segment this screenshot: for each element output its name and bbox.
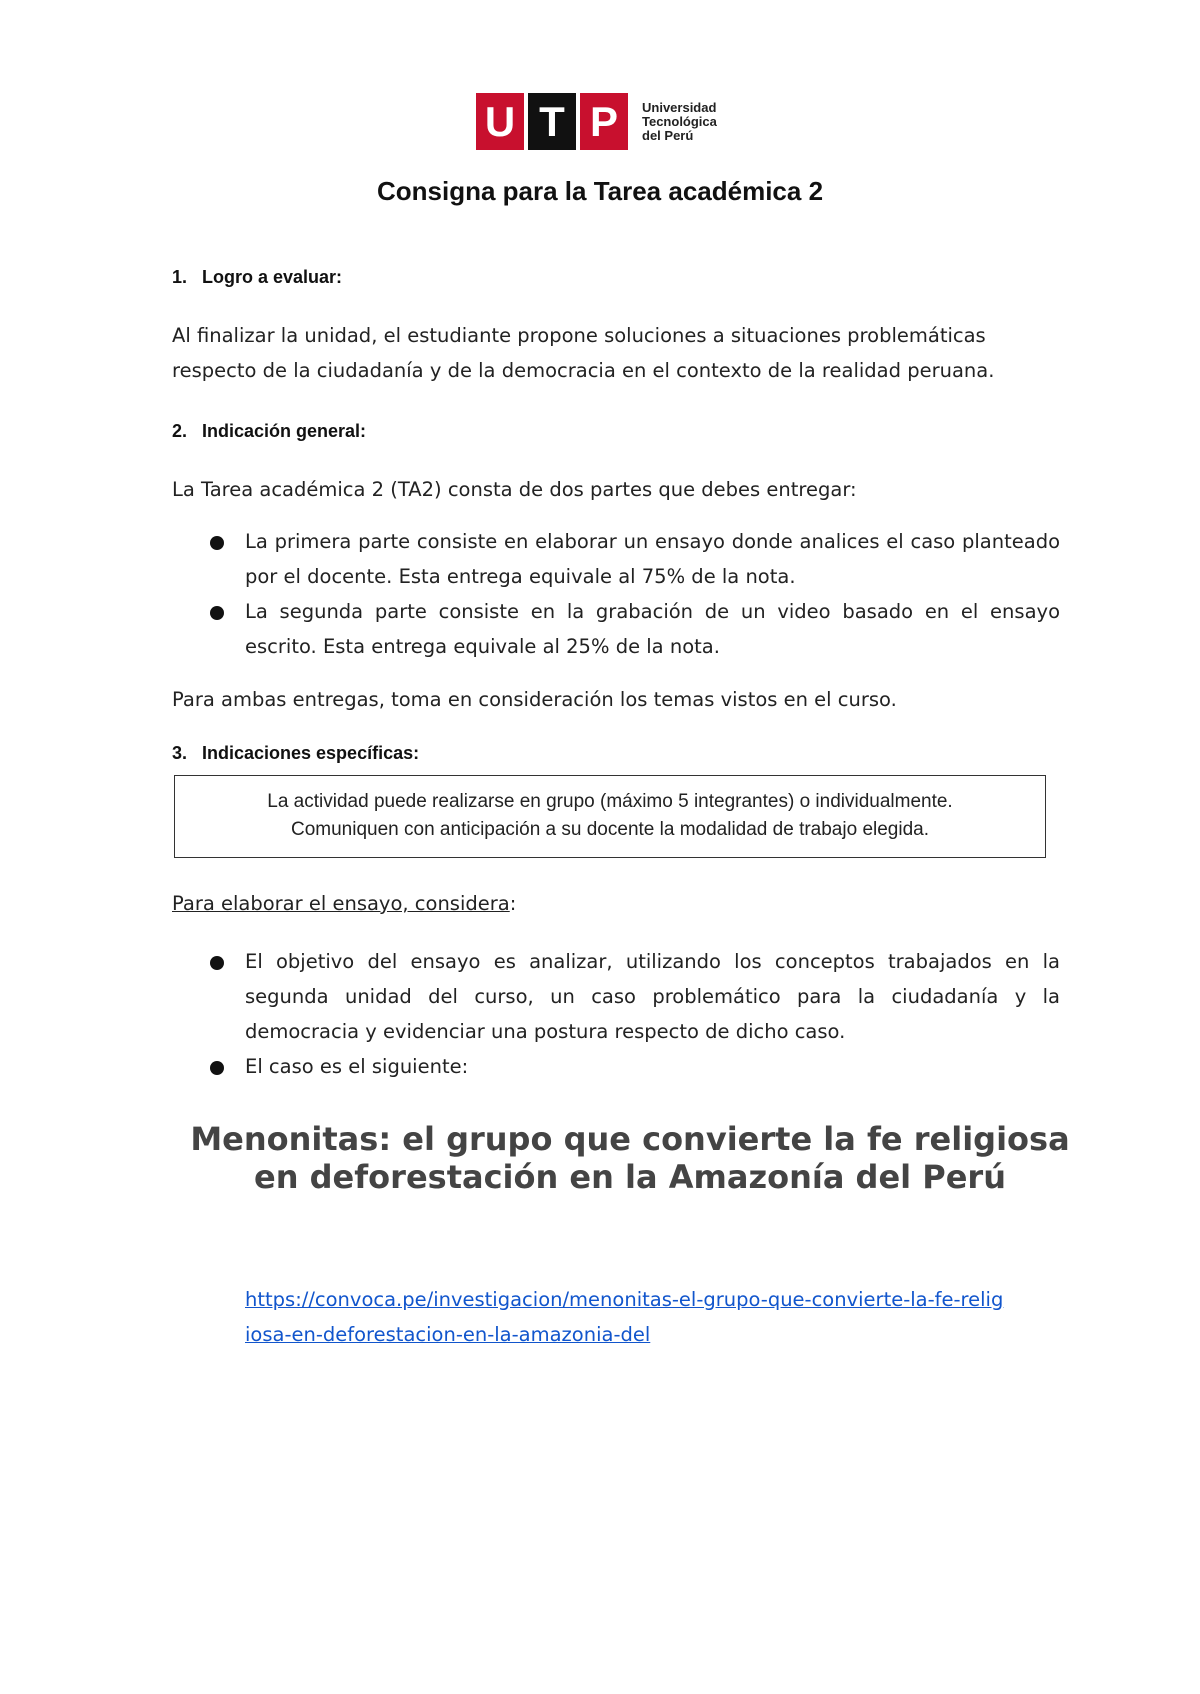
- note-line-1: La actividad puede realizarse en grupo (máximo 5 integrantes) o individualmente.: [267, 791, 953, 812]
- section-2-heading: [172, 421, 366, 442]
- bullet-icon: [210, 956, 224, 970]
- list-item: [210, 944, 1060, 1049]
- logo-line-3: del Perú: [642, 127, 694, 143]
- logo-line-2: Tecnológica: [642, 113, 717, 129]
- bullet-text: La primera parte consiste en elaborar un ensayo donde analices el caso planteado por el docente. Esta entrega equivale al 75% de la nota.: [245, 530, 1060, 588]
- logo-letter-t: T: [528, 93, 576, 150]
- bullet-icon: [210, 1061, 224, 1075]
- section-1-heading: [172, 267, 342, 288]
- section-3-number: 3.: [172, 743, 188, 763]
- logo-wordmark: [642, 101, 717, 143]
- essay-label-suffix: :: [509, 892, 517, 915]
- section-2-intro: La Tarea académica 2 (TA2) consta de dos partes que debes entregar:: [172, 478, 857, 501]
- section-2-closing: Para ambas entregas, toma en consideración los temas vistos en el curso.: [172, 688, 897, 711]
- bullet-text: La segunda parte consiste en la grabación de un video basado en el ensayo escrito. Esta entrega equivale al 25% de la nota.: [245, 600, 1060, 658]
- logo-letter-p: P: [580, 93, 628, 150]
- essay-label: [172, 886, 1052, 921]
- logo-letter-u: U: [476, 93, 524, 150]
- section-2-title: Indicación general:: [202, 421, 367, 441]
- utp-logo: [476, 93, 717, 150]
- section-3-heading: [172, 743, 419, 764]
- section-1-text: Al finalizar la unidad, el estudiante propone soluciones a situaciones problemáticas respecto de la ciudadanía y de la democracia en el contexto de la realidad peruana.: [172, 324, 995, 382]
- logo-line-1: Universidad: [642, 99, 717, 115]
- list-item: [210, 1049, 1060, 1084]
- note-line-2: Comuniquen con anticipación a su docente la modalidad de trabajo elegida.: [291, 819, 929, 840]
- list-item: [210, 594, 1060, 664]
- section-1-number: 1.: [172, 267, 188, 287]
- case-link[interactable]: https://convoca.pe/investigacion/menonitas-el-grupo-que-convierte-la-fe-religiosa-en-deforestacion-en-la-amazonia-del: [245, 1288, 1004, 1346]
- bullet-text: El caso es el siguiente:: [245, 1055, 469, 1078]
- activity-note-box: [174, 775, 1046, 858]
- bullet-icon: [210, 606, 224, 620]
- bullet-text: El objetivo del ensayo es analizar, utilizando los conceptos trabajados en la segunda unidad del curso, un caso problemático para la ciudadanía y la democracia y evidenciar una postura respecto de dicho caso.: [245, 950, 1060, 1043]
- essay-label-text: Para elaborar el ensayo, considera: [172, 892, 510, 915]
- section-2-number: 2.: [172, 421, 188, 441]
- case-title: Menonitas: el grupo que convierte la fe religiosa en deforestación en la Amazonía del Perú: [190, 1120, 1070, 1196]
- bullet-icon: [210, 536, 224, 550]
- section-1-title: Logro a evaluar:: [202, 267, 343, 287]
- list-item: [210, 524, 1060, 594]
- document-title: Consigna para la Tarea académica 2: [376, 176, 824, 206]
- section-3-title: Indicaciones específicas:: [202, 743, 420, 763]
